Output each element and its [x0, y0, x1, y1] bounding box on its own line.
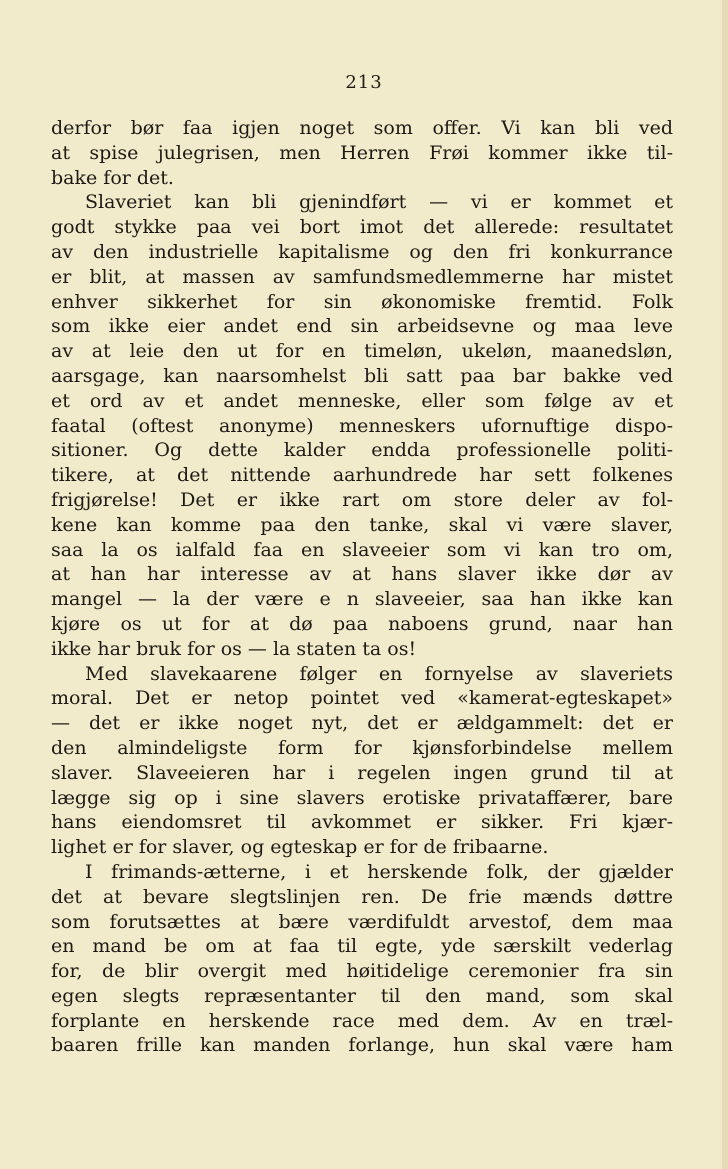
text-line: slaver. Slaveeieren har i regelen ingen grund til at	[51, 761, 673, 784]
text-line: som forutsættes at bære værdifuldt arvestof, dem maa	[51, 910, 673, 933]
text-line: kjøre os ut for at dø paa naboens grund, naar han	[51, 612, 673, 635]
text-line: et ord av et andet menneske, eller som følge av et	[51, 389, 673, 412]
text-line: som ikke eier andet end sin arbeidsevne og maa leve	[51, 315, 673, 338]
text-line: sitioner. Og dette kalder endda professionelle politi-	[51, 439, 673, 462]
text-line: det at bevare slegtslinjen ren. De frie mænds døttre	[51, 885, 673, 908]
text-line: I frimands-ætterne, i et herskende folk, der gjælder	[85, 860, 673, 883]
text-line: derfor bør faa igjen noget som offer. Vi kan bli ved	[51, 117, 673, 139]
text-line: mangel — la der være e n slaveeier, saa han ikke kan	[51, 588, 673, 611]
page-number: 213	[345, 72, 383, 93]
text-line: hans eiendomsret til avkommet er sikker. Fri kjær-	[51, 811, 673, 834]
text-line: aarsgage, kan naarsomhelst bli satt paa bar bakke ved	[51, 364, 673, 387]
text-line: forplante en herskende race med dem. Av en træl-	[51, 1009, 673, 1032]
text-line: av den industrielle kapitalisme og den fri konkurrance	[51, 240, 673, 263]
text-line: den almindeligste form for kjønsforbindelse mellem	[51, 736, 673, 759]
text-line: saa la os ialfald faa en slaveeier som vi kan tro om,	[51, 538, 673, 561]
text-line: at han har interesse av at hans slaver ikke dør av	[51, 563, 673, 586]
text-line: av at leie den ut for en timeløn, ukeløn, maanedsløn,	[51, 340, 673, 363]
text-line: tikere, at det nittende aarhundrede har sett folkenes	[51, 464, 673, 487]
text-line: godt stykke paa vei bort imot det allerede: resultatet	[51, 216, 673, 239]
text-line: bake for det.	[51, 166, 174, 189]
text-line: at spise julegrisen, men Herren Frøi kommer ikke til-	[51, 141, 673, 164]
text-line: kene kan komme paa den tanke, skal vi være slaver,	[51, 513, 673, 536]
text-line: Slaveriet kan bli gjenindført — vi er kommet et	[85, 191, 673, 214]
text-line: faatal (oftest anonyme) menneskers ufornuftige dispo-	[51, 414, 673, 437]
text-line: moral. Det er netop pointet ved «kamerat-egteskapet»	[51, 687, 673, 710]
paragraph	[51, 860, 673, 1058]
page-edge	[722, 0, 728, 1169]
paragraph	[51, 116, 673, 190]
text-line: lægge sig op i sine slavers erotiske privataffærer, bare	[51, 786, 673, 809]
text-line: lighet er for slaver, og egteskap er for de fribaarne.	[51, 836, 549, 859]
text-line: egen slegts repræsentanter til den mand, som skal	[51, 984, 673, 1007]
text-line: enhver sikkerhet for sin økonomiske fremtid. Folk	[51, 290, 673, 313]
text-line: en mand be om at faa til egte, yde særskilt vederlag	[51, 935, 673, 958]
text-line: ikke har bruk for os — la staten ta os!	[51, 637, 417, 660]
paragraph	[51, 190, 673, 661]
text-line: for, de blir overgit med høitidelige ceremonier fra sin	[51, 960, 673, 983]
text-line: Med slavekaarene følger en fornyelse av slaveriets	[85, 662, 673, 685]
body-text	[51, 116, 673, 1058]
text-line: frigjørelse! Det er ikke rart om store deler av fol-	[51, 488, 673, 511]
text-line: baaren frille kan manden forlange, hun skal være ham	[51, 1034, 673, 1057]
text-line: er blit, at massen av samfundsmedlemmerne har mistet	[51, 265, 673, 288]
text-line: — det er ikke noget nyt, det er ældgammelt: det er	[51, 712, 673, 735]
paragraph	[51, 662, 673, 860]
